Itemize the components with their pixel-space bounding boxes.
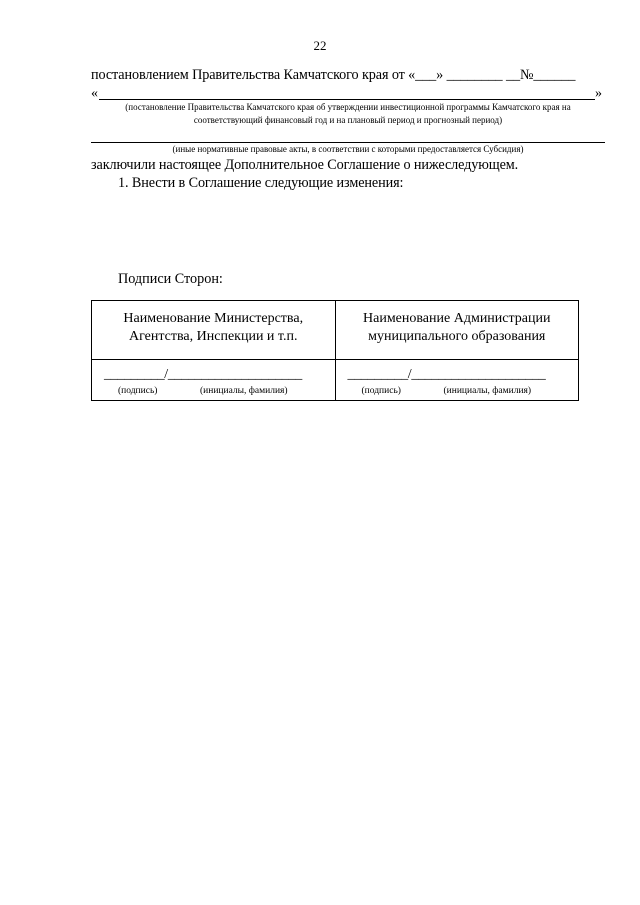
right-signature-line: _________/____________________ [347,367,546,382]
left-signature-cell [92,360,336,401]
agreement-line: заключили настоящее Дополнительное Соглашение о нижеследующем. [91,157,519,173]
left-caption-name: (инициалы, фамилия) [200,386,288,396]
left-signature-line: _________/____________________ [104,367,302,382]
note-other-acts: (иные нормативные правовые акты, в соответствии с которыми предоставляется Субсидия) [172,144,524,154]
right-caption-name: (инициалы, фамилия) [443,386,532,396]
quote-close: » [595,86,602,101]
blank-line-1 [99,99,595,100]
left-party-header: Наименование Министерства, Агентства, Инспекции и т.п. [92,301,336,360]
intro-line: постановлением Правительства Камчатского края от «___» ________ __№______ [91,67,576,83]
right-signature-cell [335,360,579,401]
right-party-header: Наименование Администрации муниципального образования [335,301,579,360]
page-number: 22 [313,38,327,53]
list-item-1: 1. Внести в Соглашение следующие изменения: [118,175,404,191]
left-caption-signature: (подпись) [118,386,158,396]
right-caption-signature: (подпись) [361,386,401,396]
quote-open: « [91,86,98,101]
signatures-table [91,300,579,401]
signatures-title: Подписи Сторон: [118,271,223,287]
note-resolution: (постановление Правительства Камчатского края об утверждении инвестиционной программы Камчатского края на соответствующий финансовый год и на плановый период и прогнозный период) [125,102,571,125]
